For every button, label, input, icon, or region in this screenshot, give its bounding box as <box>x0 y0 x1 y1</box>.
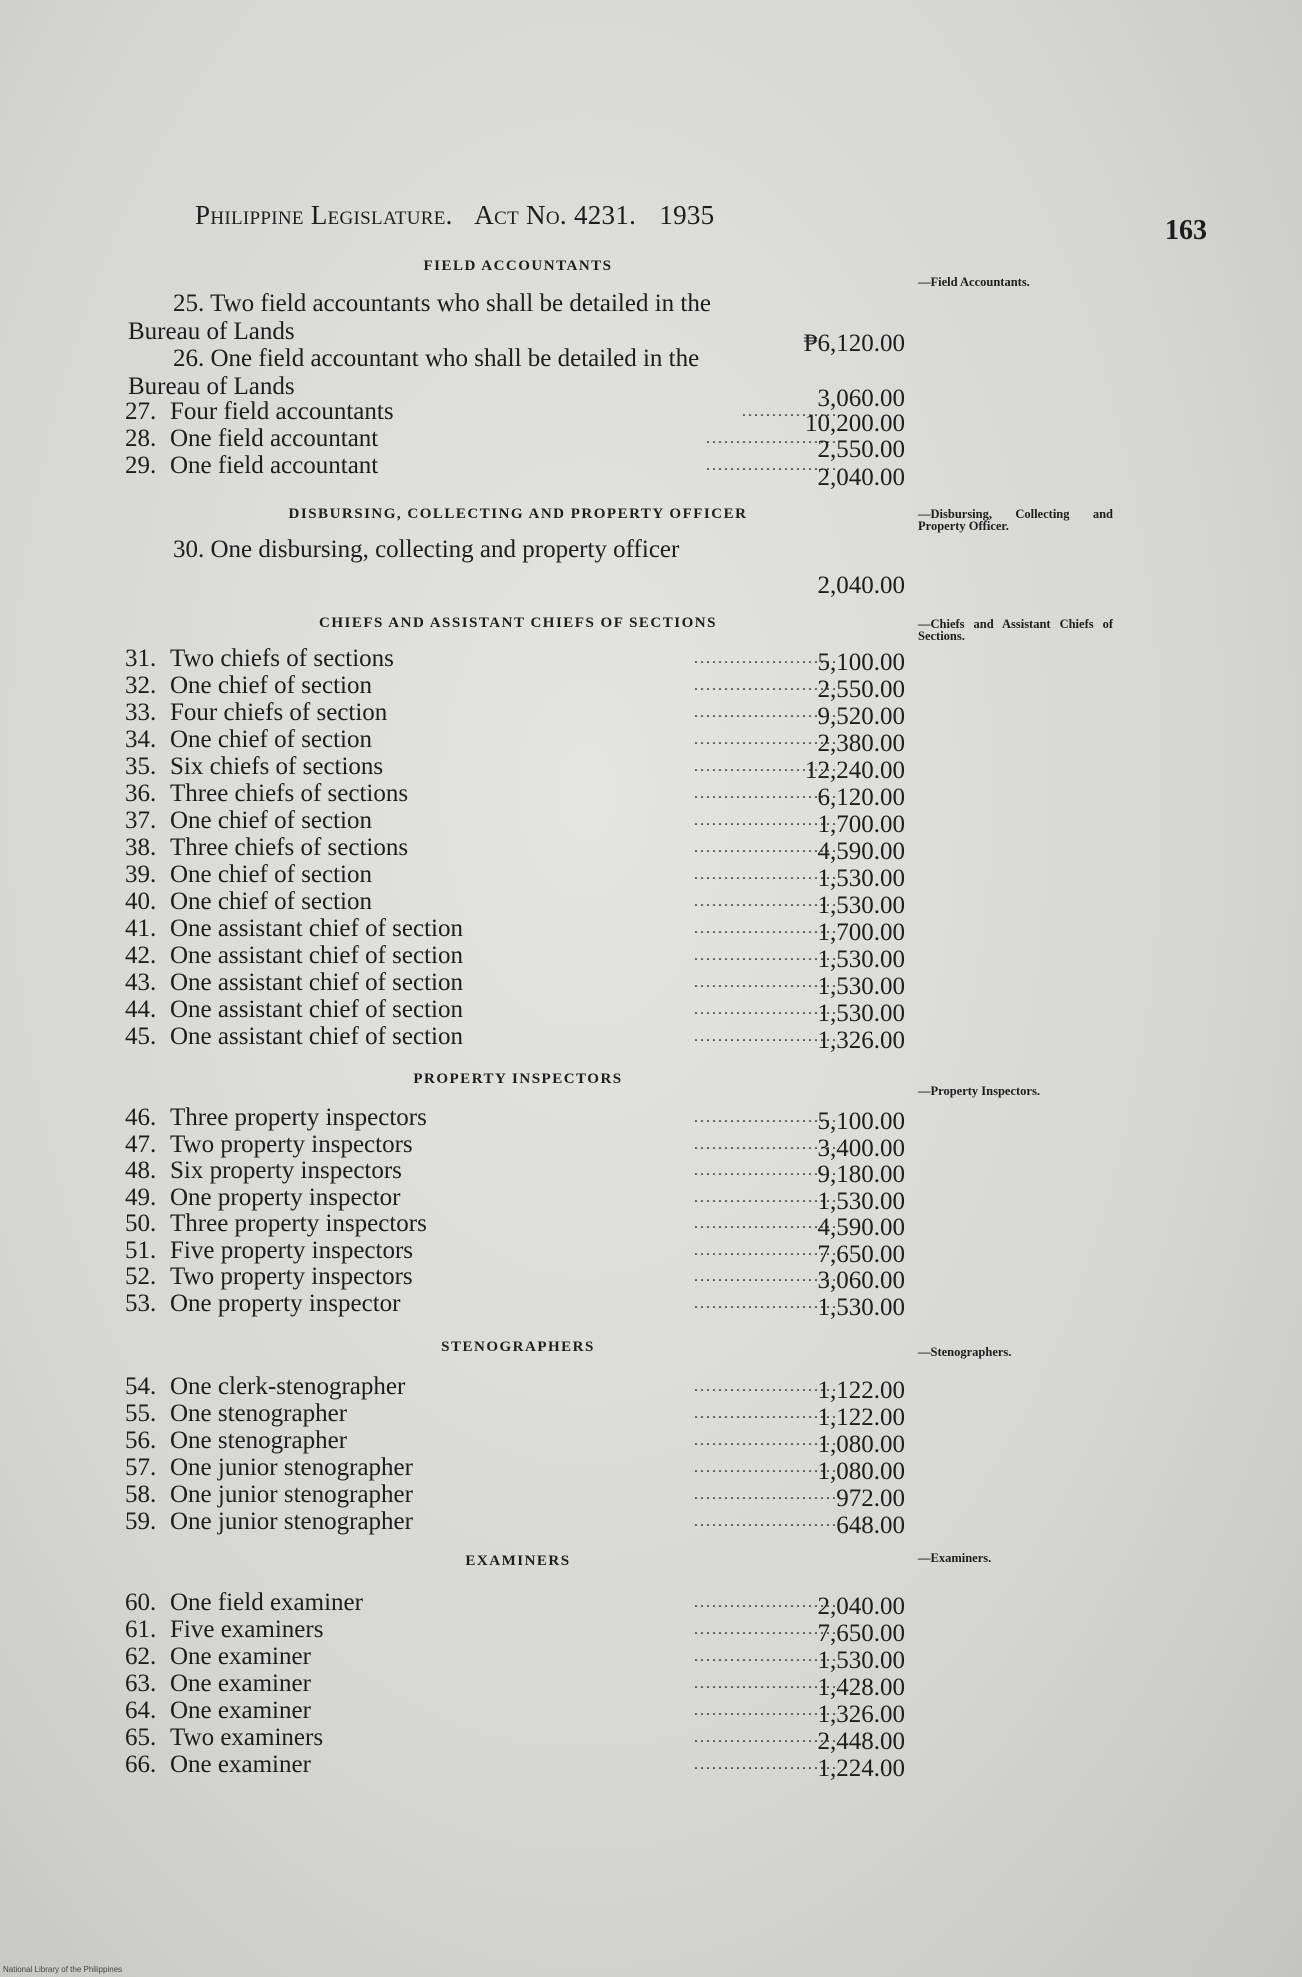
entry-number: 57. <box>125 1454 157 1481</box>
header-year: 1935 <box>659 200 715 230</box>
entry-label: Two chiefs of sections ........................ <box>170 645 838 672</box>
amount-26: 3,060.00 <box>817 385 905 412</box>
margin-note-property-inspectors: —Property Inspectors. <box>918 1084 1040 1098</box>
entry-label: One chief of section ........................ <box>170 888 838 915</box>
amount-30: 2,040.00 <box>817 572 905 599</box>
entry-label: Two examiners ........................ <box>170 1724 838 1751</box>
entry-amount: 2,040.00 <box>817 1593 905 1620</box>
entry-amount: 5,100.00 <box>817 1108 905 1135</box>
entry-label: Three property inspectors ........................ <box>170 1104 838 1131</box>
entry-label: Two property inspectors ........................ <box>170 1130 838 1158</box>
entry-amount: 1,122.00 <box>817 1377 905 1404</box>
entry-number: 31. <box>125 645 157 672</box>
margin-note-field-accountants: —Field Accountants. <box>918 275 1030 289</box>
entry-amount: 648.00 <box>836 1512 905 1539</box>
entry-number: 39. <box>125 861 157 888</box>
entry-amount: 9,520.00 <box>817 703 905 730</box>
entry-label: One assistant chief of section ........................ <box>170 1023 838 1050</box>
entry-amount: 2,380.00 <box>817 730 905 757</box>
entry-number: 41. <box>125 915 157 942</box>
entry-amount: 1,080.00 <box>817 1431 905 1458</box>
entry-amount: 7,650.00 <box>817 1240 905 1268</box>
entry-label: Three property inspectors ........................ <box>170 1210 838 1237</box>
entry-amount: 1,530.00 <box>817 1000 905 1027</box>
entry-amount: 4,590.00 <box>817 1214 905 1241</box>
entry-amount: 2,550.00 <box>817 676 905 703</box>
entry-label: One junior stenographer ........................ <box>170 1481 838 1508</box>
entry-label: One examiner ........................ <box>170 1697 838 1724</box>
entry-29: 29. One field accountant ...................... <box>125 452 838 479</box>
entry-number: 59. <box>125 1508 157 1535</box>
entry-amount: 3,400.00 <box>817 1134 905 1162</box>
entry-28: 28. One field accountant ...................... <box>125 425 838 452</box>
entry-label: Three chiefs of sections ........................ <box>170 780 838 807</box>
entry-number: 51. <box>125 1236 157 1264</box>
entry-number: 66. <box>125 1751 157 1778</box>
entry-number: 64. <box>125 1697 157 1724</box>
header-act: Act No. 4231. <box>474 200 637 230</box>
entry-27: 27. Four field accountants ................ <box>125 398 838 425</box>
entry-number: 44. <box>125 996 157 1023</box>
entry-number: 49. <box>125 1183 157 1211</box>
entry-amount: 12,240.00 <box>805 757 905 784</box>
section-title-stenographers: STENOGRAPHERS <box>441 1339 595 1355</box>
page-number: 163 <box>1165 215 1207 246</box>
margin-note-stenographers: —Stenographers. <box>918 1345 1012 1359</box>
entry-amount: 3,060.00 <box>817 1267 905 1294</box>
entry-number: 34. <box>125 726 157 753</box>
entry-amount: 1,530.00 <box>817 865 905 892</box>
section-title-examiners: EXAMINERS <box>465 1553 571 1569</box>
entry-amount: 1,700.00 <box>817 811 905 838</box>
entry-amount: 1,530.00 <box>817 1647 905 1674</box>
entry-label: Six chiefs of sections ........................ <box>170 753 838 780</box>
entry-number: 53. <box>125 1289 157 1317</box>
entry-number: 48. <box>125 1157 157 1184</box>
entry-number: 33. <box>125 699 157 726</box>
entry-number: 55. <box>125 1400 157 1427</box>
running-header <box>195 200 845 231</box>
entry-number: 38. <box>125 834 157 861</box>
entry-label: One examiner ........................ <box>170 1751 838 1778</box>
entry-amount: 1,080.00 <box>817 1458 905 1485</box>
footer-credit: National Library of the Philippines <box>3 1965 123 1974</box>
amount-29: 2,040.00 <box>817 464 905 491</box>
entry-amount: 1,530.00 <box>817 1293 905 1321</box>
entry-amount: 4,590.00 <box>817 838 905 865</box>
amount-28: 2,550.00 <box>817 436 905 463</box>
entry-amount: 1,530.00 <box>817 1187 905 1215</box>
entry-label: Six property inspectors ........................ <box>170 1157 838 1184</box>
entry-amount: 1,700.00 <box>817 919 905 946</box>
entry-26: 26. One field accountant who shall be detailed in the Bureau of Lands <box>128 345 700 400</box>
section-title-chiefs: CHIEFS AND ASSISTANT CHIEFS OF SECTIONS <box>319 615 717 631</box>
entry-number: 40. <box>125 888 157 915</box>
entry-number: 56. <box>125 1427 157 1454</box>
entry-label: Five property inspectors ........................ <box>170 1236 838 1264</box>
entry-label: Five examiners ........................ <box>170 1616 838 1643</box>
entry-amount: 2,448.00 <box>817 1728 905 1755</box>
entry-label: Three chiefs of sections ........................ <box>170 834 838 861</box>
entry-number: 47. <box>125 1130 157 1158</box>
entry-number: 58. <box>125 1481 157 1508</box>
entry-label: One assistant chief of section ........................ <box>170 969 838 996</box>
entry-label: Four chiefs of section ........................ <box>170 699 838 726</box>
section-title-property-inspectors: PROPERTY INSPECTORS <box>413 1071 623 1087</box>
entry-label: One stenographer ........................ <box>170 1400 838 1427</box>
entry-number: 36. <box>125 780 157 807</box>
entry-number: 62. <box>125 1643 157 1670</box>
entry-label: One assistant chief of section ........................ <box>170 915 838 942</box>
entry-label: One stenographer ........................ <box>170 1427 838 1454</box>
section-title-field-accountants: FIELD ACCOUNTANTS <box>423 258 613 274</box>
section-title-disbursing: DISBURSING, COLLECTING AND PROPERTY OFFICER <box>288 506 748 522</box>
entry-number: 50. <box>125 1210 157 1237</box>
entry-label: Two property inspectors ........................ <box>170 1263 838 1290</box>
entry-label: One junior stenographer ........................ <box>170 1454 838 1481</box>
amount-25: ₱6,120.00 <box>803 330 905 357</box>
entry-30: 30. One disbursing, collecting and property officer <box>173 536 680 563</box>
entry-amount: 1,224.00 <box>817 1755 905 1782</box>
entry-number: 52. <box>125 1263 157 1290</box>
entry-amount: 1,326.00 <box>817 1027 905 1054</box>
margin-note-examiners: —Examiners. <box>918 1551 992 1565</box>
entry-amount: 1,530.00 <box>817 973 905 1000</box>
amount-27: 10,200.00 <box>805 410 905 437</box>
header-legislature: Philippine Legislature. <box>195 200 453 230</box>
entry-amount: 6,120.00 <box>817 784 905 811</box>
entry-number: 63. <box>125 1670 157 1697</box>
entry-label: One assistant chief of section ........................ <box>170 942 838 969</box>
entry-label: One chief of section ........................ <box>170 807 838 834</box>
entry-number: 61. <box>125 1616 157 1643</box>
entry-label: One property inspector ........................ <box>170 1183 838 1211</box>
entry-number: 60. <box>125 1589 157 1616</box>
entry-number: 54. <box>125 1373 157 1400</box>
entry-amount: 1,122.00 <box>817 1404 905 1431</box>
entry-number: 32. <box>125 672 157 699</box>
entry-label: One chief of section ........................ <box>170 726 838 753</box>
entry-amount: 5,100.00 <box>817 649 905 676</box>
entry-number: 35. <box>125 753 157 780</box>
margin-note-chiefs: —Chiefs and Assistant Chiefs of Sections. <box>918 617 1113 643</box>
entry-amount: 1,326.00 <box>817 1701 905 1728</box>
entry-label: One chief of section ........................ <box>170 672 838 699</box>
entry-25: 25. Two field accountants who shall be detailed in the Bureau of Lands <box>128 290 711 345</box>
entry-label: One assistant chief of section ........................ <box>170 996 838 1023</box>
entry-label: One property inspector ........................ <box>170 1289 838 1317</box>
entry-number: 43. <box>125 969 157 996</box>
entry-label: One junior stenographer ........................ <box>170 1508 838 1535</box>
entry-amount: 9,180.00 <box>817 1161 905 1188</box>
entry-number: 37. <box>125 807 157 834</box>
entry-number: 42. <box>125 942 157 969</box>
entry-amount: 7,650.00 <box>817 1620 905 1647</box>
entry-number: 65. <box>125 1724 157 1751</box>
entry-label: One examiner ........................ <box>170 1670 838 1697</box>
entry-label: One chief of section ........................ <box>170 861 838 888</box>
entry-label: One clerk-stenographer ........................ <box>170 1373 838 1400</box>
entry-label: One field examiner ........................ <box>170 1589 838 1616</box>
entry-amount: 972.00 <box>836 1485 905 1512</box>
entry-amount: 1,530.00 <box>817 892 905 919</box>
margin-note-disbursing: —Disbursing, Collecting and Property Officer. <box>918 507 1113 533</box>
entry-amount: 1,428.00 <box>817 1674 905 1701</box>
entry-amount: 1,530.00 <box>817 946 905 973</box>
entry-number: 46. <box>125 1104 157 1131</box>
entry-number: 45. <box>125 1023 157 1050</box>
entry-label: One examiner ........................ <box>170 1643 838 1670</box>
